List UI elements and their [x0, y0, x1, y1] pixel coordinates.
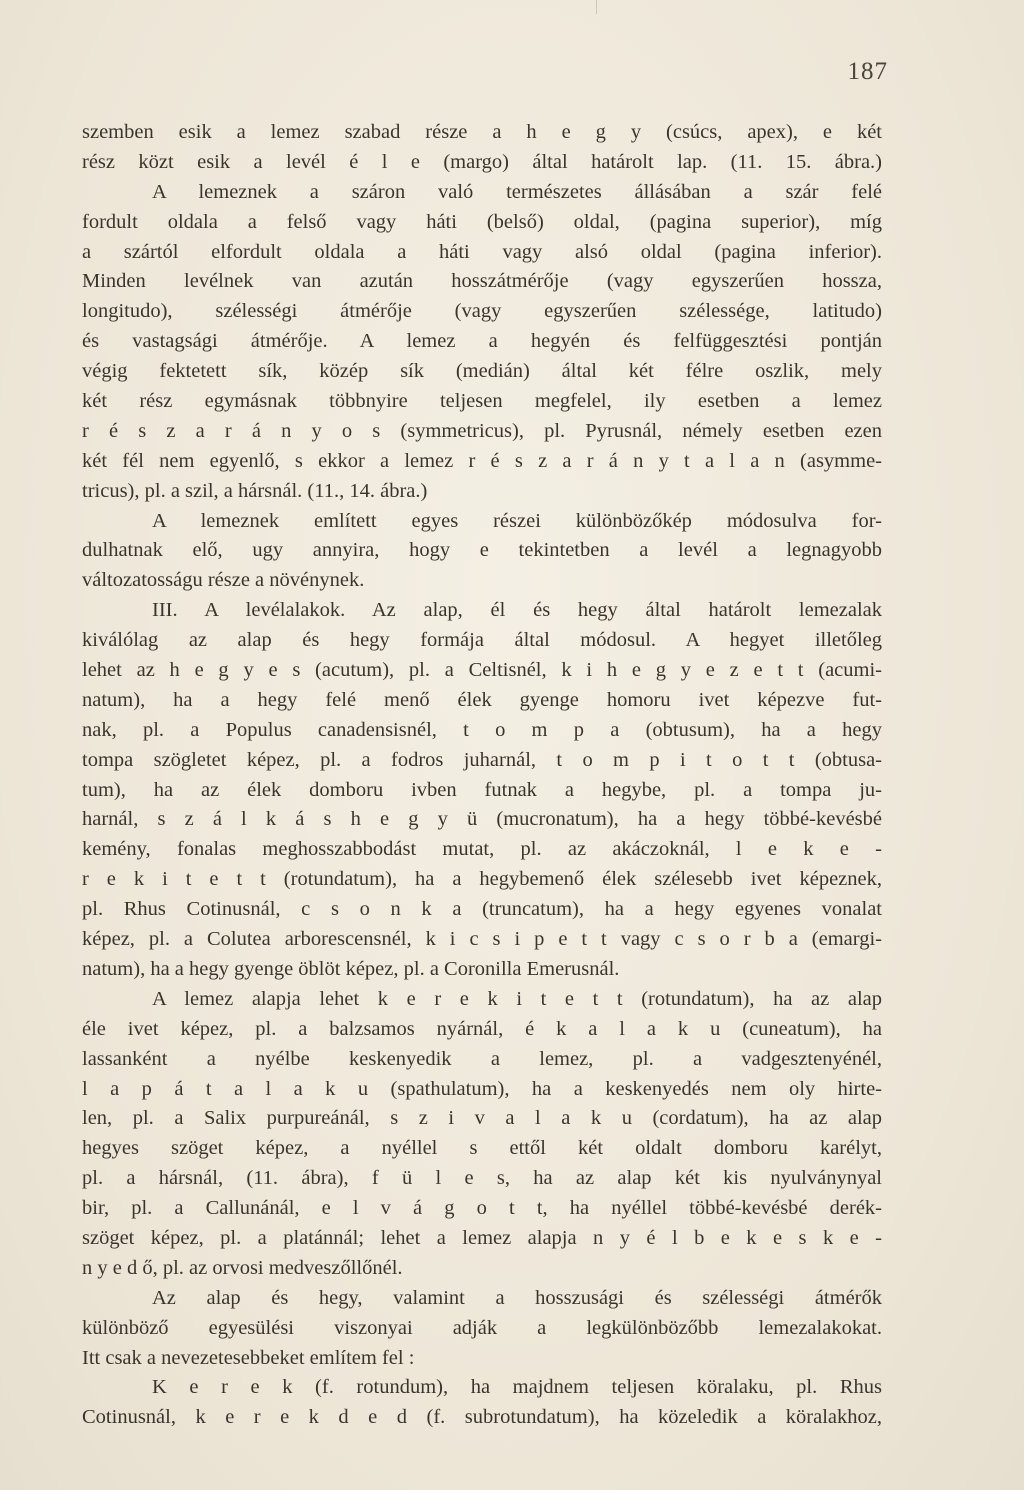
body-text — [82, 118, 882, 1433]
text-line: Itt csak a nevezetesebbeket említem fel : — [82, 1346, 415, 1369]
text-line: szemben esik a lemez szabad része a h e g y (csúcs, apex), e két — [82, 121, 882, 143]
text-line: képez, pl. a Colutea arborescensnél, k i c s i p e t t vagy c s o r b a (emargi- — [82, 928, 882, 951]
text-line: harnál, s z á l k á s h e g y ü (mucronatum), ha a hegy többé-kevésbé — [82, 808, 882, 831]
text-line: K e r e k (f. rotundum), ha majdnem teljesen köralaku, pl. Rhus — [152, 1376, 882, 1399]
text-line: és vastagsági átmérője. A lemez a hegyén és felfüggesztési pontján — [82, 330, 882, 353]
text-line: nak, pl. a Populus canadensisnél, t o m p a (obtusum), ha a hegy — [82, 718, 882, 741]
text-line: kiválólag az alap és hegy formája által módosul. A hegyet illetőleg — [82, 629, 882, 652]
text-line: r é s z a r á n y o s (symmetricus), pl. Pyrusnál, némely esetben ezen — [82, 419, 882, 442]
text-line: hegyes szöget képez, a nyéllel s ettől két oldalt domboru karélyt, — [82, 1137, 882, 1160]
text-line: pl. Rhus Cotinusnál, c s o n k a (truncatum), ha a hegy egyenes vonalat — [82, 898, 882, 921]
text-line: natum), ha a hegy gyenge öblöt képez, pl. a Coronilla Emerusnál. — [82, 957, 620, 980]
text-line: III. A levélalakok. Az alap, él és hegy által határolt lemezalak — [152, 599, 882, 622]
text-line: bir, pl. a Callunánál, e l v á g o t t, ha nyéllel többé-kevésbé derék- — [82, 1197, 882, 1220]
text-line: dulhatnak elő, ugy annyira, hogy e tekintetben a levél a legnagyobb — [82, 539, 882, 562]
text-line: tompa szögletet képez, pl. a fodros juharnál, t o m p i t o t t (obtusa- — [82, 748, 882, 771]
text-line: n y e d ő, pl. az orvosi medveszőllőnél. — [82, 1256, 403, 1279]
text-line: Cotinusnál, k e r e k d e d (f. subrotundatum), ha közeledik a köralakhoz, — [82, 1406, 882, 1429]
text-line: longitudo), szélességi átmérője (vagy egyszerűen szélessége, latitudo) — [82, 300, 882, 323]
text-line: szöget képez, pl. a platánnál; lehet a lemez alapja n y é l b e k e s k e - — [82, 1226, 882, 1249]
page-number: 187 — [847, 58, 888, 85]
text-line: rész közt esik a levél é l e (margo) által határolt lap. (11. 15. ábra.) — [82, 150, 882, 173]
text-line: éle ivet képez, pl. a balzsamos nyárnál, é k a l a k u (cuneatum), ha — [82, 1017, 882, 1040]
text-line: lassanként a nyélbe keskenyedik a lemez, pl. a vadgesztenyénél, — [82, 1047, 882, 1070]
text-line: különböző egyesülési viszonyai adják a legkülönbözőbb lemezalakokat. — [82, 1316, 882, 1339]
text-line: A lemez alapja lehet k e r e k i t e t t (rotundatum), ha az alap — [152, 987, 882, 1010]
text-line: kemény, fonalas meghosszabbodást mutat, pl. az akáczoknál, l e k e - — [82, 838, 882, 861]
text-line: lehet az h e g y e s (acutum), pl. a Celtisnél, k i h e g y e z e t t (acumi- — [82, 659, 882, 682]
text-line: r e k i t e t t (rotundatum), ha a hegybemenő élek szélesebb ivet képeznek, — [82, 868, 882, 891]
text-line: Minden levélnek van azután hosszátmérője (vagy egyszerűen hossza, — [82, 270, 882, 293]
text-line: A lemeznek említett egyes részei különbözőkép módosulva for- — [152, 509, 882, 532]
text-line: natum), ha a hegy felé menő élek gyenge homoru ivet képezve fut- — [82, 688, 882, 711]
text-line: A lemeznek a száron való természetes állásában a szár felé — [152, 180, 882, 203]
text-line: pl. a hársnál, (11. ábra), f ü l e s, ha az alap két kis nyulványnyal — [82, 1167, 882, 1190]
scan-mark — [596, 0, 597, 14]
text-line: len, pl. a Salix purpureánál, s z i v a l a k u (cordatum), ha az alap — [82, 1107, 882, 1130]
text-line: tum), ha az élek domboru ivben futnak a hegybe, pl. a tompa ju- — [82, 778, 882, 801]
text-line: végig fektetett sík, közép sík (medián) által két félre oszlik, mely — [82, 360, 882, 383]
text-line: két fél nem egyenlő, s ekkor a lemez r é s z a r á n y t a l a n (asymme- — [82, 449, 882, 472]
text-line: változatosságu része a növénynek. — [82, 569, 365, 592]
text-line: két rész egymásnak többnyire teljesen megfelel, ily esetben a lemez — [82, 390, 882, 413]
text-line: Az alap és hegy, valamint a hosszusági és szélességi átmérők — [152, 1286, 882, 1309]
text-line: a szártól elfordult oldala a háti vagy alsó oldal (pagina inferior). — [82, 240, 882, 263]
text-line: l a p á t a l a k u (spathulatum), ha a keskenyedés nem oly hirte- — [82, 1077, 882, 1100]
text-line: fordult oldala a felső vagy háti (belső) oldal, (pagina superior), míg — [82, 210, 882, 233]
text-line: tricus), pl. a szil, a hársnál. (11., 14. ábra.) — [82, 479, 428, 502]
